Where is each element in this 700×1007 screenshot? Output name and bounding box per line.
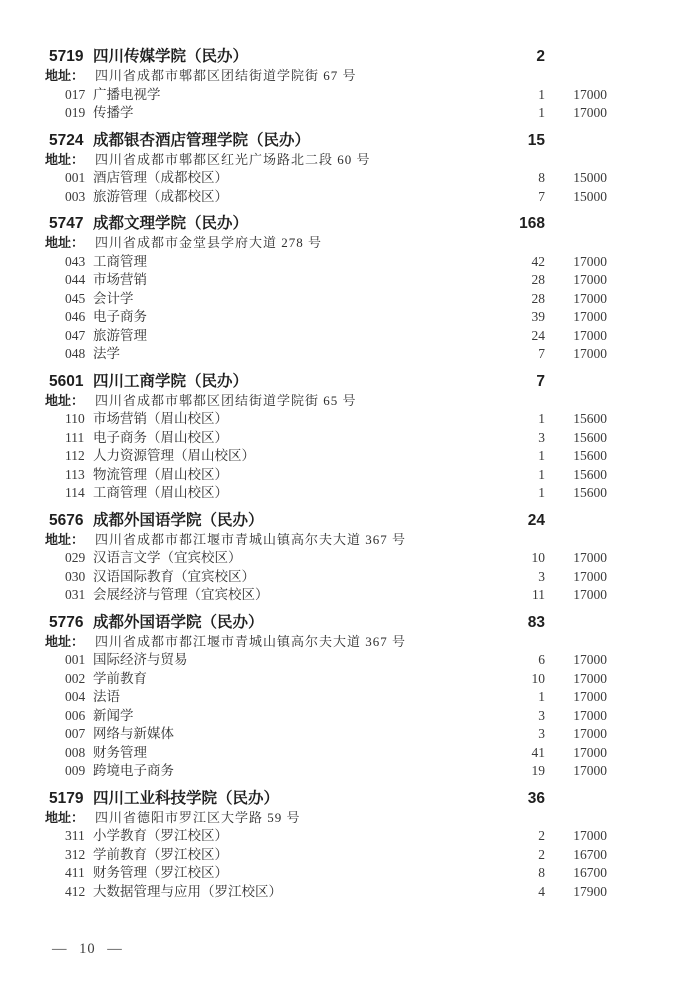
school-section [0, 371, 607, 503]
major-fee: 17000 [573, 346, 607, 361]
address-text: 四川省成都市郫都区团结街道学院街 67 号 [95, 68, 357, 83]
school-header-row [0, 130, 607, 151]
major-code: 008 [65, 744, 86, 760]
major-name: 会计学 [93, 290, 134, 306]
school-code: 5719 [49, 48, 84, 65]
major-count: 4 [538, 883, 545, 899]
school-header-row [0, 371, 607, 392]
major-row [0, 104, 607, 123]
school-total-count: 83 [527, 613, 545, 631]
school-name: 四川传媒学院（民办） [93, 48, 249, 65]
major-row [0, 466, 607, 485]
major-fee: 15000 [573, 188, 607, 204]
school-total-count: 7 [536, 372, 545, 390]
school-name: 成都外国语学院（民办） [93, 511, 264, 529]
major-row [0, 290, 607, 309]
major-code: 048 [65, 346, 86, 361]
major-count: 10 [531, 670, 545, 686]
major-row [0, 762, 607, 781]
address-label: 地址： [45, 68, 85, 83]
page-number: — 10 — [52, 941, 123, 957]
address-text: 四川省成都市郫都区红光广场路北二段 60 号 [95, 151, 371, 167]
major-row [0, 827, 607, 846]
school-total-count: 168 [519, 215, 545, 232]
address-label: 地址： [45, 235, 85, 250]
major-code: 009 [65, 763, 86, 778]
major-code: 311 [65, 828, 85, 843]
school-name: 四川工商学院（民办） [93, 372, 249, 390]
address-text: 四川省德阳市罗江区大学路 59 号 [95, 809, 301, 825]
major-fee: 17000 [573, 689, 607, 704]
address-label: 地址： [45, 633, 85, 649]
address-label: 地址： [45, 809, 85, 825]
major-row [0, 707, 607, 726]
address-text: 四川省成都市都江堰市青城山镇高尔夫大道 367 号 [95, 531, 407, 547]
major-row [0, 253, 607, 272]
page-footer [52, 941, 123, 958]
address-text: 四川省成都市都江堰市青城山镇高尔夫大道 367 号 [95, 633, 407, 649]
major-code: 112 [65, 448, 85, 463]
major-code: 007 [65, 726, 86, 741]
major-code: 001 [65, 170, 86, 185]
major-name: 电子商务（眉山校区） [93, 429, 228, 445]
major-name: 广播电视学 [93, 86, 161, 102]
major-row [0, 308, 607, 327]
major-row [0, 568, 607, 587]
school-header-row [0, 213, 607, 234]
major-name: 学前教育（罗江校区） [93, 846, 228, 862]
major-count: 39 [531, 309, 545, 324]
major-fee: 16700 [573, 846, 607, 862]
school-list [0, 46, 607, 901]
major-name: 酒店管理（成都校区） [93, 170, 228, 185]
major-name: 网络与新媒体 [93, 726, 174, 741]
major-code: 111 [65, 429, 85, 445]
major-name: 国际经济与贸易 [93, 652, 188, 667]
major-code: 046 [65, 309, 86, 324]
major-name: 法语 [93, 689, 120, 704]
major-fee: 17000 [573, 550, 607, 565]
major-code: 031 [65, 587, 86, 602]
major-fee: 17000 [573, 568, 607, 584]
major-fee: 15000 [573, 170, 607, 185]
major-name: 大数据管理与应用（罗江校区） [93, 883, 282, 899]
major-count: 28 [531, 272, 545, 287]
school-address-row [0, 151, 607, 170]
major-fee: 17000 [573, 726, 607, 741]
major-row [0, 410, 607, 429]
major-fee: 16700 [573, 865, 607, 880]
school-section [0, 510, 607, 605]
major-code: 411 [65, 865, 85, 880]
major-name: 新闻学 [93, 707, 134, 723]
major-name: 电子商务 [93, 309, 147, 324]
major-fee: 17000 [573, 309, 607, 324]
major-row [0, 744, 607, 763]
school-code: 5179 [49, 789, 84, 807]
major-code: 002 [65, 670, 86, 686]
school-name: 成都文理学院（民办） [93, 215, 249, 232]
major-fee: 17900 [573, 883, 607, 899]
major-count: 19 [531, 763, 545, 778]
major-count: 42 [531, 253, 545, 269]
major-fee: 17000 [573, 290, 607, 306]
school-code: 5776 [49, 613, 84, 631]
major-fee: 17000 [573, 744, 607, 760]
major-count: 2 [538, 828, 545, 843]
major-name: 传播学 [93, 105, 134, 120]
major-name: 汉语言文学（宜宾校区） [93, 550, 242, 565]
major-name: 工商管理 [93, 253, 147, 269]
major-row [0, 725, 607, 744]
major-name: 学前教育 [93, 670, 147, 686]
major-count: 1 [538, 86, 545, 102]
school-code: 5747 [49, 215, 84, 232]
major-code: 113 [65, 466, 85, 482]
school-header-row [0, 510, 607, 531]
major-fee: 17000 [573, 587, 607, 602]
major-row [0, 429, 607, 448]
major-count: 3 [538, 568, 545, 584]
major-code: 043 [65, 253, 86, 269]
school-section [0, 788, 607, 902]
major-name: 财务管理 [93, 744, 147, 760]
major-fee: 17000 [573, 670, 607, 686]
major-code: 110 [65, 411, 85, 426]
major-count: 3 [538, 707, 545, 723]
address-text: 四川省成都市金堂县学府大道 278 号 [95, 235, 323, 250]
major-fee: 15600 [573, 485, 607, 500]
major-code: 004 [65, 689, 86, 704]
major-count: 1 [538, 105, 545, 120]
school-address-row [0, 531, 607, 550]
major-fee: 17000 [573, 105, 607, 120]
major-count: 7 [538, 188, 545, 204]
major-name: 小学教育（罗江校区） [93, 828, 228, 843]
school-name: 四川工业科技学院（民办） [93, 789, 280, 807]
major-row [0, 271, 607, 290]
major-count: 8 [538, 865, 545, 880]
major-code: 047 [65, 327, 86, 343]
major-count: 3 [538, 429, 545, 445]
school-address-row [0, 633, 607, 652]
address-label: 地址： [45, 151, 85, 167]
major-fee: 15600 [573, 448, 607, 463]
major-fee: 15600 [573, 411, 607, 426]
major-name: 市场营销（眉山校区） [93, 411, 228, 426]
major-name: 跨境电子商务 [93, 763, 174, 778]
major-name: 法学 [93, 346, 120, 361]
school-section [0, 213, 607, 364]
major-row [0, 484, 607, 503]
major-count: 8 [538, 170, 545, 185]
major-row [0, 586, 607, 605]
major-name: 旅游管理（成都校区） [93, 188, 228, 204]
major-row [0, 327, 607, 346]
major-name: 财务管理（罗江校区） [93, 865, 228, 880]
major-row [0, 345, 607, 364]
major-fee: 17000 [573, 253, 607, 269]
major-fee: 17000 [573, 327, 607, 343]
school-header-row [0, 788, 607, 809]
major-row [0, 651, 607, 670]
major-count: 1 [538, 448, 545, 463]
school-address-row [0, 67, 607, 86]
school-address-row [0, 809, 607, 828]
major-name: 会展经济与管理（宜宾校区） [93, 587, 269, 602]
major-row [0, 670, 607, 689]
school-section [0, 46, 607, 123]
major-code: 029 [65, 550, 86, 565]
major-name: 汉语国际教育（宜宾校区） [93, 568, 255, 584]
major-count: 1 [538, 689, 545, 704]
school-total-count: 36 [527, 789, 545, 807]
major-count: 1 [538, 411, 545, 426]
major-fee: 17000 [573, 828, 607, 843]
major-fee: 17000 [573, 652, 607, 667]
major-name: 人力资源管理（眉山校区） [93, 448, 255, 463]
major-row [0, 86, 607, 105]
major-name: 市场营销 [93, 272, 147, 287]
school-code: 5676 [49, 511, 84, 529]
school-total-count: 15 [527, 131, 545, 149]
major-count: 3 [538, 726, 545, 741]
major-row [0, 688, 607, 707]
school-header-row [0, 612, 607, 633]
school-address-row [0, 234, 607, 253]
major-row [0, 447, 607, 466]
major-count: 6 [538, 652, 545, 667]
major-code: 312 [65, 846, 86, 862]
major-name: 物流管理（眉山校区） [93, 466, 228, 482]
school-code: 5601 [49, 372, 84, 390]
major-code: 045 [65, 290, 86, 306]
major-code: 044 [65, 272, 86, 287]
major-count: 1 [538, 466, 545, 482]
school-section [0, 130, 607, 207]
school-section [0, 612, 607, 781]
major-count: 10 [531, 550, 545, 565]
major-code: 019 [65, 105, 86, 120]
major-row [0, 169, 607, 188]
school-code: 5724 [49, 131, 84, 149]
address-label: 地址： [45, 531, 85, 547]
school-name: 成都银杏酒店管理学院（民办） [93, 131, 311, 149]
major-code: 030 [65, 568, 86, 584]
address-text: 四川省成都市郫都区团结街道学院街 65 号 [95, 392, 357, 408]
major-fee: 15600 [573, 466, 607, 482]
major-row [0, 846, 607, 865]
major-row [0, 864, 607, 883]
major-fee: 17000 [573, 272, 607, 287]
major-code: 003 [65, 188, 86, 204]
major-code: 006 [65, 707, 86, 723]
major-fee: 15600 [573, 429, 607, 445]
school-name: 成都外国语学院（民办） [93, 613, 264, 631]
major-count: 11 [532, 587, 545, 602]
major-count: 7 [538, 346, 545, 361]
major-count: 24 [531, 327, 545, 343]
address-label: 地址： [45, 392, 85, 408]
school-address-row [0, 392, 607, 411]
major-row [0, 549, 607, 568]
major-name: 旅游管理 [93, 327, 147, 343]
major-count: 41 [531, 744, 545, 760]
major-name: 工商管理（眉山校区） [93, 485, 228, 500]
major-code: 017 [65, 86, 86, 102]
major-row [0, 883, 607, 902]
school-total-count: 24 [527, 511, 545, 529]
major-count: 28 [531, 290, 545, 306]
school-header-row [0, 46, 607, 67]
major-code: 412 [65, 883, 86, 899]
major-fee: 17000 [573, 86, 607, 102]
major-count: 1 [538, 485, 545, 500]
major-code: 114 [65, 485, 85, 500]
major-count: 2 [538, 846, 545, 862]
major-fee: 17000 [573, 707, 607, 723]
major-fee: 17000 [573, 763, 607, 778]
major-code: 001 [65, 652, 86, 667]
major-row [0, 188, 607, 207]
school-total-count: 2 [536, 48, 545, 65]
